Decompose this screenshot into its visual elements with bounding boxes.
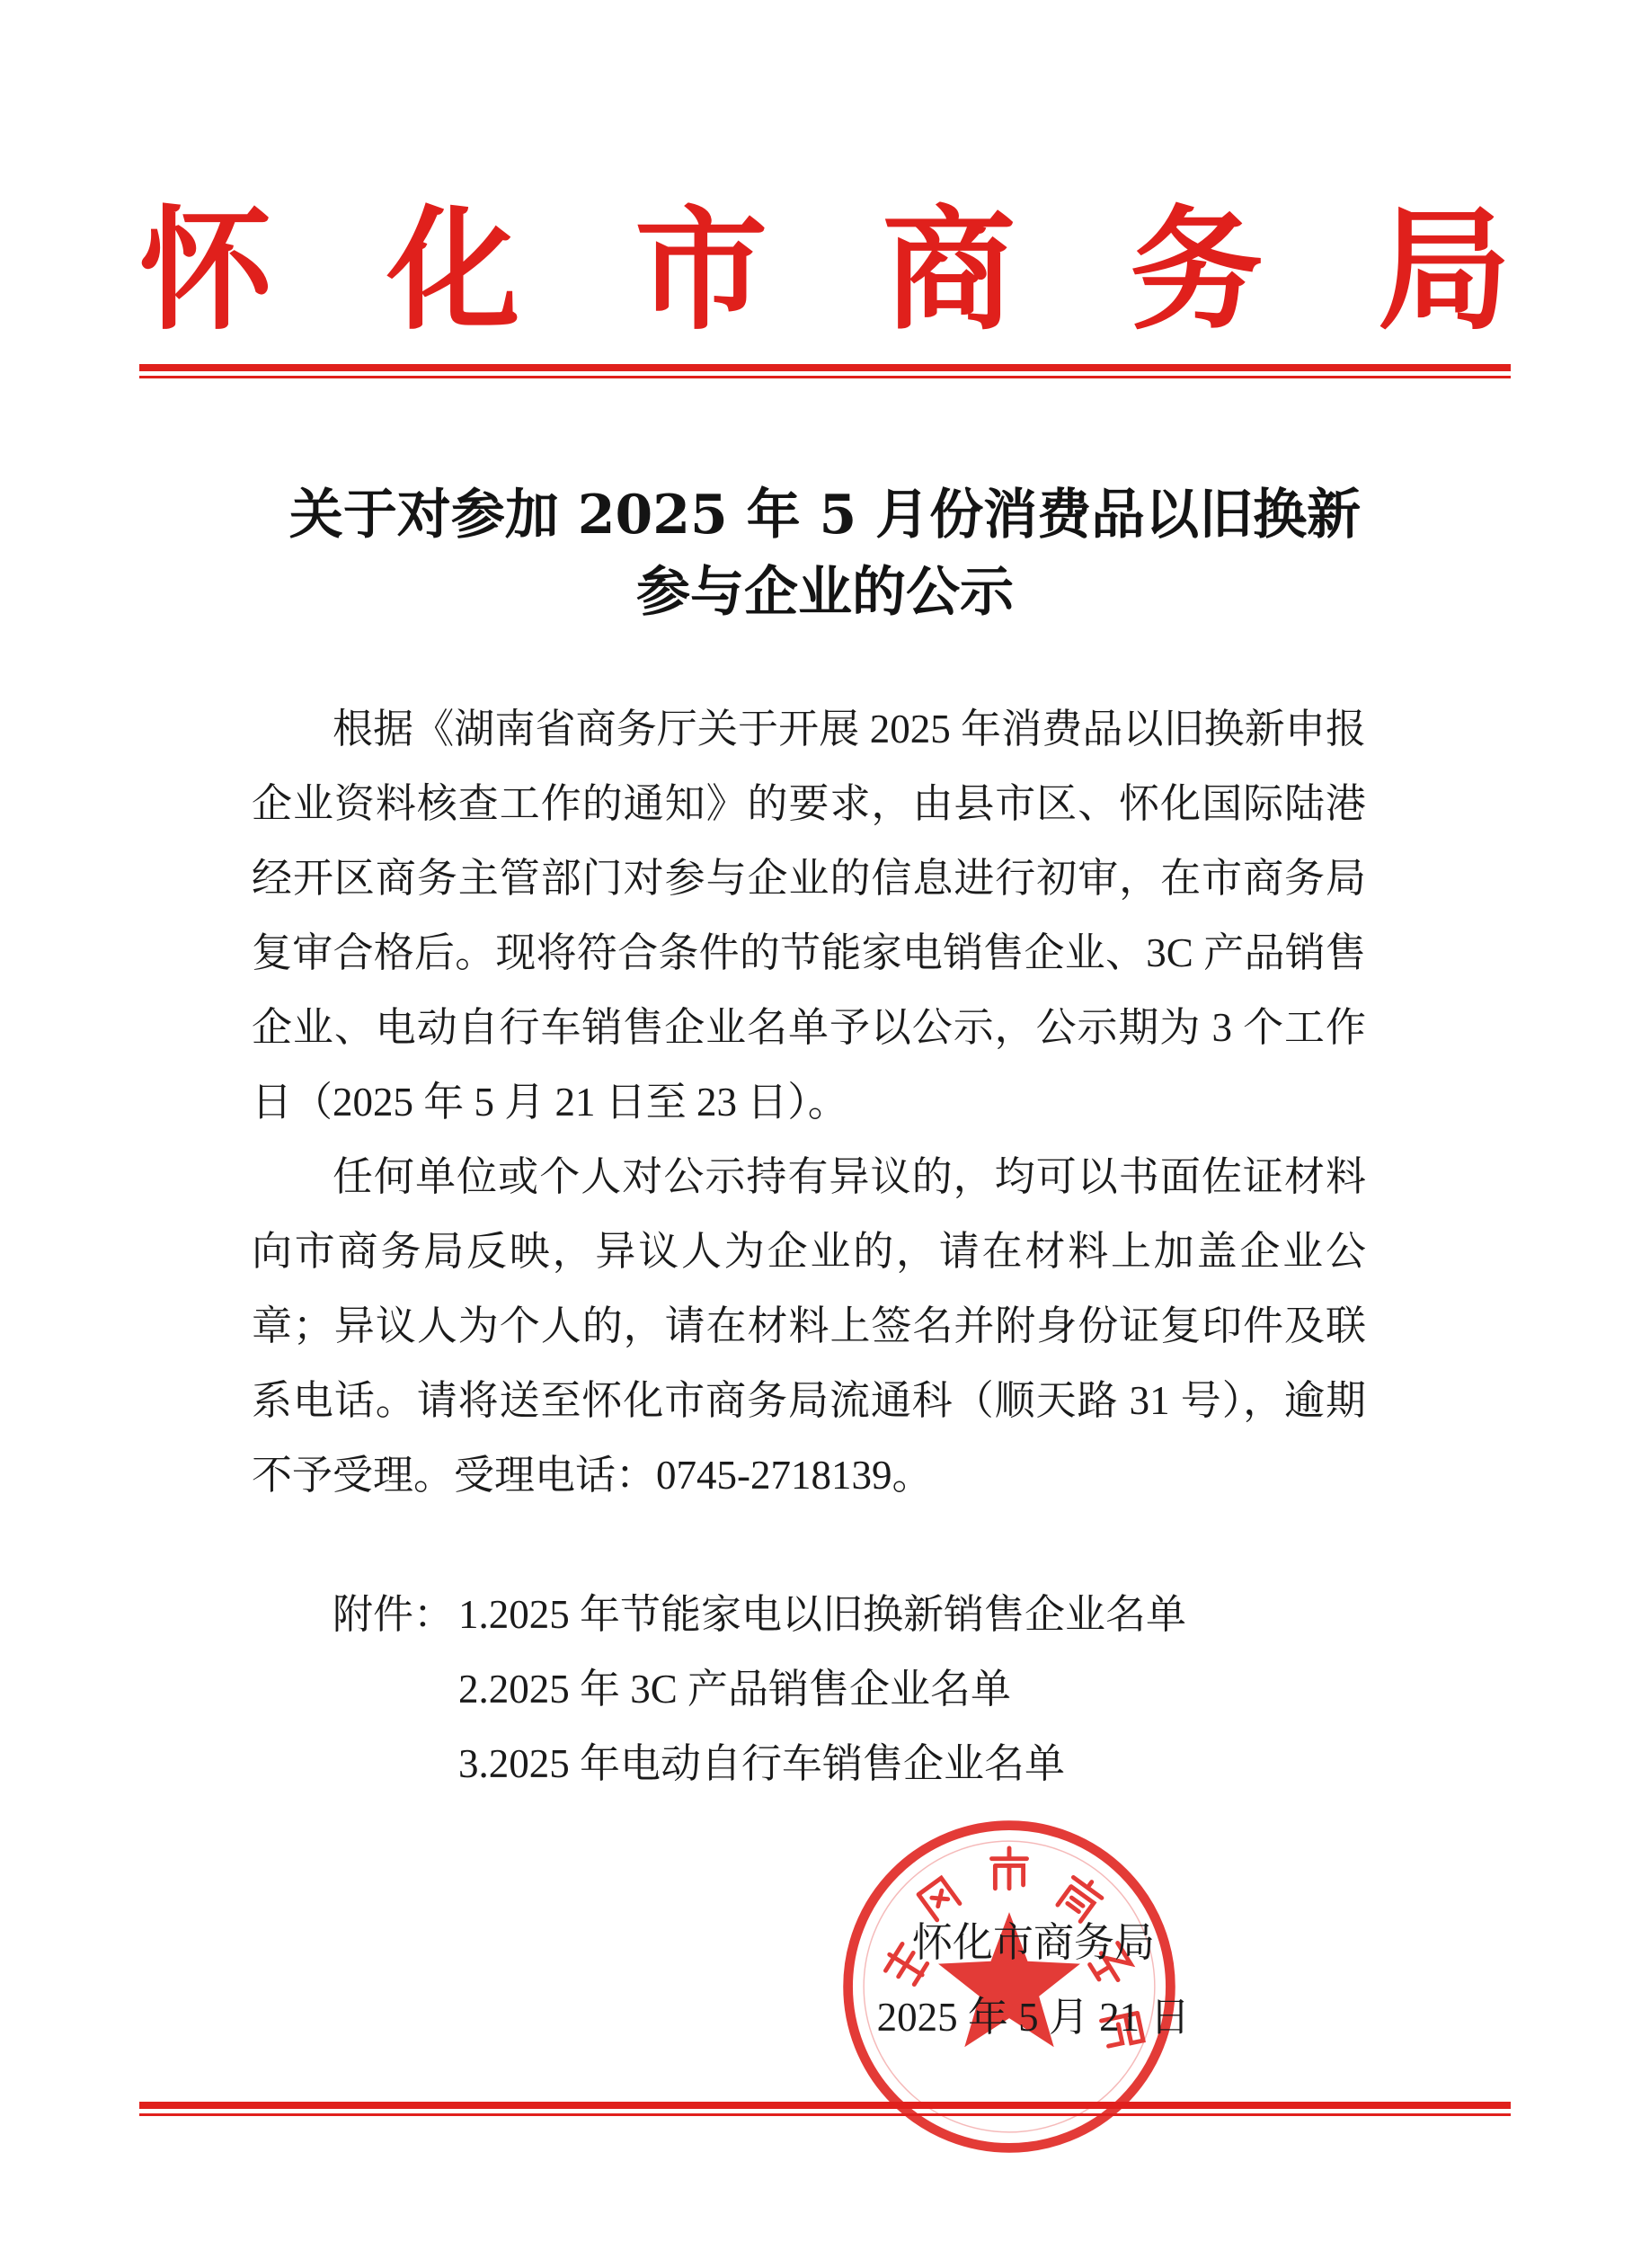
attachments-list [333,1578,1411,1801]
signature-block [755,1906,1312,2055]
attachments-label: 附件： [333,1592,455,1637]
body-paragraph-2: 任何单位或个人对公示持有异议的，均可以书面佐证材料向市商务局反映，异议人为企业的，请在材料上加盖企业公章；异议人为个人的，请在材料上签名并附身份证复印件及联系电话。请将送至怀化市商务局流通科（顺天路 31 号），逾期不予受理。受理电话：0745-2718139。 [252,1154,1366,1498]
notice-title-line-2: 参与企业的公示 [636,561,1014,624]
attachment-row-3 [333,1727,1411,1801]
attachment-item-1: 1.2025 年节能家电以旧换新销售企业名单 [458,1592,1187,1637]
attachments-label-spacer [333,1727,458,1801]
attachment-item-3: 3.2025 年电动自行车销售企业名单 [458,1741,1066,1786]
footer-divider-thick [139,2102,1511,2109]
notice-body [252,692,1366,1513]
title-char-4: 商 [882,191,1016,348]
signature-org: 怀化市商务局 [911,1920,1155,1965]
footer-divider [139,2102,1511,2116]
notice-title-line-1: 关于对参加 2025 年 5 月份消费品以旧换新 [288,484,1362,547]
signature-date: 2025 年 5 月 21 日 [876,1995,1191,2040]
attachment-row-2 [333,1652,1411,1727]
title-char-5: 务 [1130,191,1264,348]
attachments-label-spacer [333,1652,458,1727]
header-divider-thick [139,364,1511,371]
title-char-1: 怀 [139,191,272,348]
notice-title [162,476,1488,631]
title-char-6: 局 [1377,191,1511,348]
header-divider [139,364,1511,378]
attachment-item-2: 2.2025 年 3C 产品销售企业名单 [458,1667,1012,1712]
header-divider-thin [139,376,1511,378]
title-char-2: 化 [386,191,520,348]
body-paragraph-1: 根据《湖南省商务厅关于开展 2025 年消费品以旧换新申报企业资料核查工作的通知》的要求，由县市区、怀化国际陆港经开区商务主管部门对参与企业的信息进行初审，在市商务局复审合格后。现将符合条件的节能家电销售企业、3C 产品销售企业、电动自行车销售企业名单予以公示，公示期为 3 个工作日（2025 年 5 月 21 日至 23 日）。 [252,707,1366,1125]
attachment-row-1 [333,1578,1411,1652]
issuing-authority-title [139,193,1511,346]
title-char-3: 市 [634,191,768,348]
footer-divider-thin [139,2113,1511,2116]
